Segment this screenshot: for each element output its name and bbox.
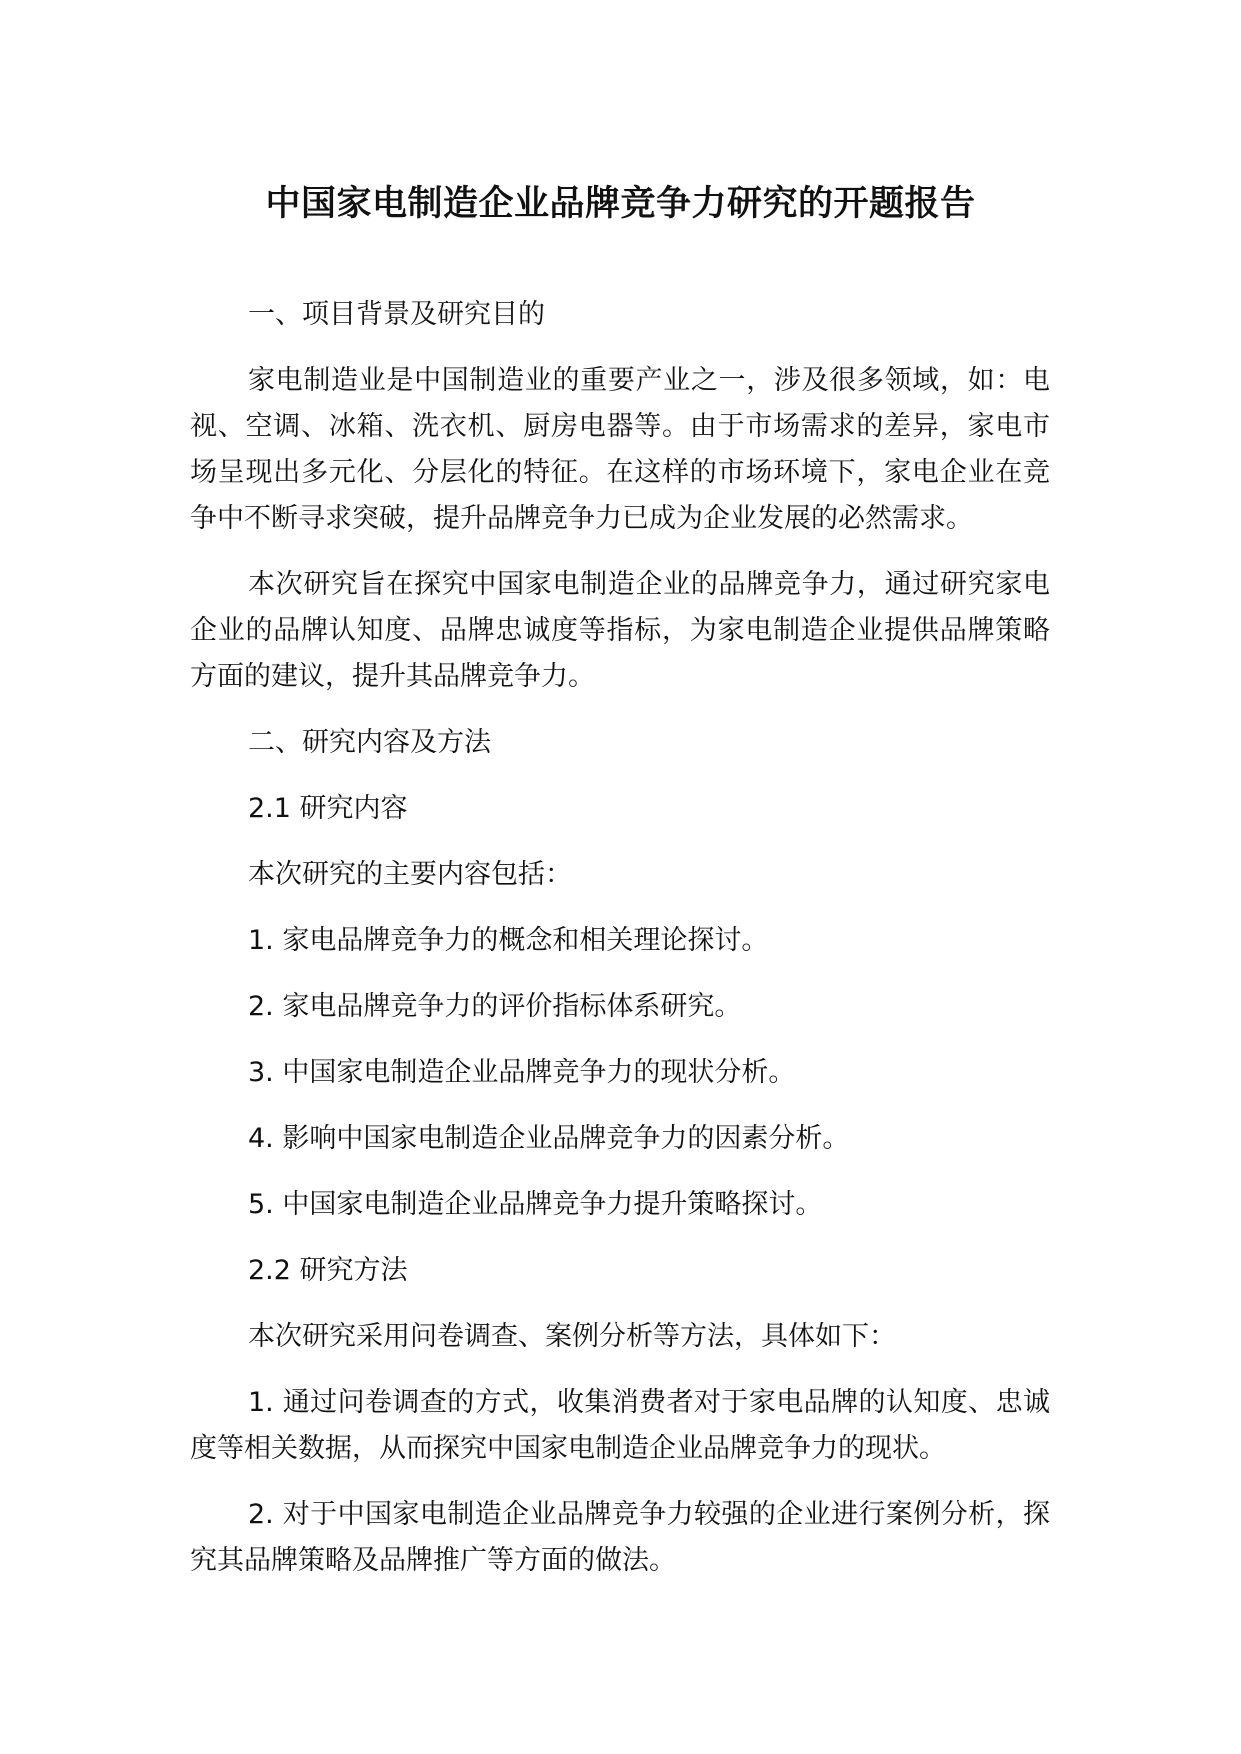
list-item-method-1: 1. 通过问卷调查的方式，收集消费者对于家电品牌的认知度、忠诚度等相关数据，从而探究中国家电制造企业品牌竞争力的现状。: [190, 1387, 1050, 1464]
document-body: [190, 292, 1050, 1584]
section-heading-1: 一、项目背景及研究目的: [248, 299, 545, 330]
list-item-method-2: 2. 对于中国家电制造企业品牌竞争力较强的企业进行案例分析，探究其品牌策略及品牌推广等方面的做法。: [190, 1499, 1050, 1576]
list-item-content-1: 1. 家电品牌竞争力的概念和相关理论探讨。: [248, 925, 769, 956]
list-item-content-3: 3. 中国家电制造企业品牌竞争力的现状分析。: [248, 1057, 796, 1088]
paragraph-content-intro: 本次研究的主要内容包括：: [248, 859, 572, 890]
subsection-heading-2-1: 2.1 研究内容: [248, 793, 408, 824]
list-item-content-5: 5. 中国家电制造企业品牌竞争力提升策略探讨。: [248, 1189, 823, 1220]
document-title: 中国家电制造企业品牌竞争力研究的开题报告: [265, 184, 976, 224]
paragraph-background: 家电制造业是中国制造业的重要产业之一，涉及很多领域，如：电视、空调、冰箱、洗衣机、厨房电器等。由于市场需求的差异，家电市场呈现出多元化、分层化的特征。在这样的市场环境下，家电企业在竞争中不断寻求突破，提升品牌竞争力已成为企业发展的必然需求。: [190, 365, 1050, 534]
paragraph-method-intro: 本次研究采用问卷调查、案例分析等方法，具体如下：: [248, 1321, 896, 1352]
paragraph-purpose: 本次研究旨在探究中国家电制造企业的品牌竞争力，通过研究家电企业的品牌认知度、品牌忠诚度等指标，为家电制造企业提供品牌策略方面的建议，提升其品牌竞争力。: [190, 569, 1050, 692]
section-heading-2: 二、研究内容及方法: [248, 727, 491, 758]
subsection-heading-2-2: 2.2 研究方法: [248, 1255, 408, 1286]
list-item-content-4: 4. 影响中国家电制造企业品牌竞争力的因素分析。: [248, 1123, 850, 1154]
list-item-content-2: 2. 家电品牌竞争力的评价指标体系研究。: [248, 991, 742, 1022]
